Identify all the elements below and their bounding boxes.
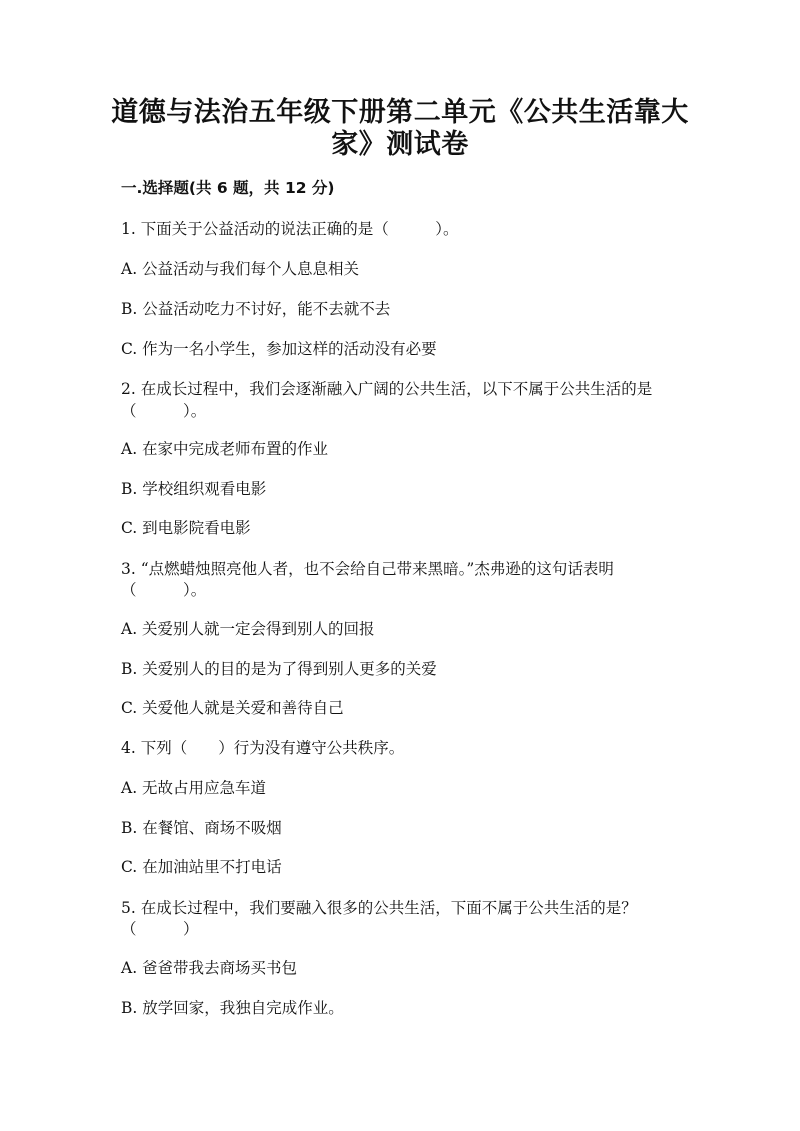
question-3-stem-line-2: （ ）。	[121, 581, 207, 599]
question-5-stem-line-1: 5. 在成长过程中，我们要融入很多的公共生活，下面不属于公共生活的是？	[121, 899, 637, 917]
question-3-option-a: A. 关爱别人就一定会得到别人的回报	[121, 620, 375, 638]
question-4-stem: 4. 下列（ ）行为没有遵守公共秩序。	[121, 739, 405, 757]
question-1-stem: 1. 下面关于公益活动的说法正确的是（ ）。	[121, 220, 459, 238]
question-3-option-b: B. 关爱别人的目的是为了得到别人更多的关爱	[121, 660, 437, 678]
question-4-option-c: C. 在加油站里不打电话	[121, 858, 282, 876]
question-4-option-a: A. 无故占用应急车道	[121, 779, 267, 797]
question-3-stem-line-1: 3. “点燃蜡烛照亮他人者，也不会给自己带来黑暗。”杰弗逊的这句话表明	[121, 560, 614, 578]
question-5-stem-line-2: （ ）	[121, 920, 199, 938]
question-2-stem-line-1: 2. 在成长过程中，我们会逐渐融入广阔的公共生活，以下不属于公共生活的是	[121, 380, 653, 398]
question-2-stem-line-2: （ ）。	[121, 402, 207, 420]
question-3-option-c: C. 关爱他人就是关爱和善待自己	[121, 699, 344, 717]
document-title-line-1: 道德与法治五年级下册第二单元《公共生活靠大	[111, 97, 689, 128]
question-2-option-a: A. 在家中完成老师布置的作业	[121, 440, 329, 458]
question-1-option-c: C. 作为一名小学生，参加这样的活动没有必要	[121, 340, 437, 358]
question-5-option-b: B. 放学回家，我独自完成作业。	[121, 999, 344, 1017]
document-title-line-2: 家》测试卷	[331, 129, 469, 160]
question-2-option-c: C. 到电影院看电影	[121, 519, 251, 537]
question-2-option-b: B. 学校组织观看电影	[121, 480, 267, 498]
section-header: 一.选择题(共 6 题，共 12 分)	[121, 179, 335, 197]
question-4-option-b: B. 在餐馆、商场不吸烟	[121, 819, 282, 837]
question-5-option-a: A. 爸爸带我去商场买书包	[121, 959, 298, 977]
question-1-option-b: B. 公益活动吃力不讨好，能不去就不去	[121, 300, 391, 318]
question-1-option-a: A. 公益活动与我们每个人息息相关	[121, 260, 360, 278]
